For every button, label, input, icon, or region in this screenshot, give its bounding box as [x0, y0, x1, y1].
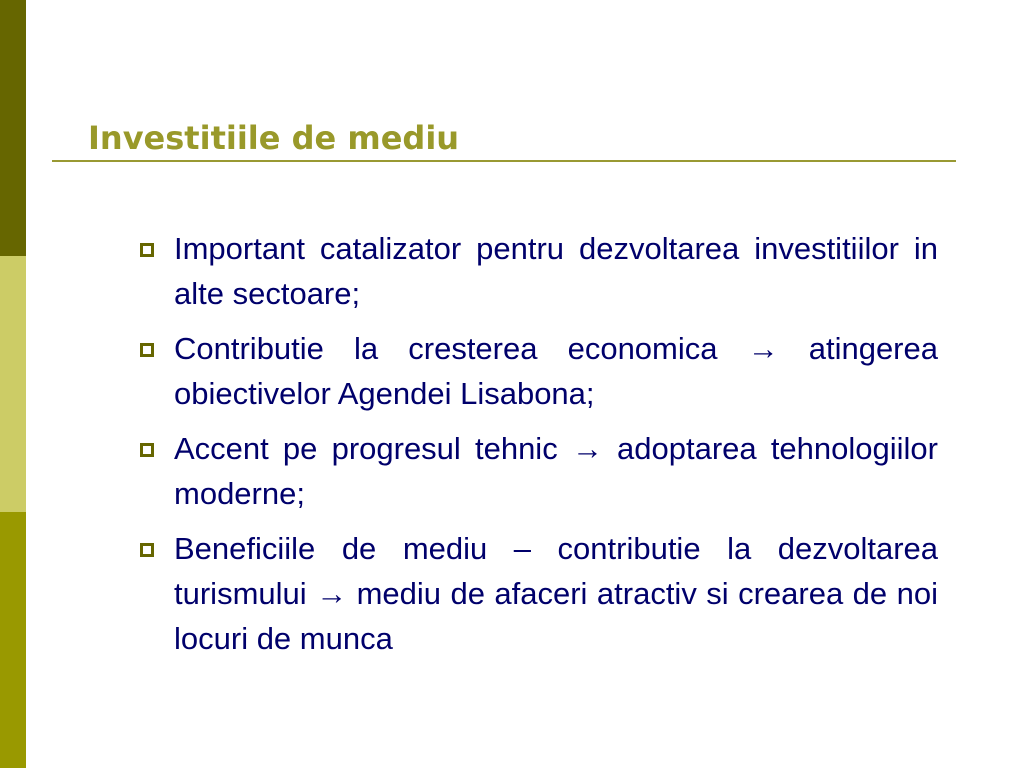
- bullet-text: [174, 526, 938, 661]
- bullet-item: [140, 426, 938, 516]
- right-arrow-icon: →: [316, 576, 348, 611]
- bullet-text-part: adoptarea tehnologiilor moderne;: [174, 431, 938, 511]
- bullet-text: [174, 226, 938, 316]
- sidebar-band-light: [0, 256, 26, 512]
- slide-title: Investitiile de mediu: [88, 119, 460, 157]
- bullet-item: [140, 226, 938, 316]
- square-bullet-icon: [140, 243, 154, 257]
- title-underline: [52, 160, 956, 162]
- bullet-list: [140, 226, 938, 671]
- square-bullet-icon: [140, 543, 154, 557]
- sidebar-decoration: [0, 0, 26, 768]
- bullet-item: [140, 526, 938, 661]
- sidebar-band-dark: [0, 0, 26, 256]
- bullet-text: [174, 426, 938, 516]
- sidebar-band-mid: [0, 512, 26, 768]
- square-bullet-icon: [140, 443, 154, 457]
- bullet-text-part: mediu de afaceri atractiv si crearea de noi locuri de munca: [174, 576, 938, 656]
- bullet-text-part: Contributie la cresterea economica: [174, 331, 748, 366]
- bullet-text-part: Beneficiile de mediu – contributie la dezvoltarea turismului: [174, 531, 938, 611]
- right-arrow-icon: →: [747, 331, 779, 366]
- bullet-text-part: atingerea obiectivelor Agendei Lisabona;: [174, 331, 938, 411]
- bullet-text-part: Important catalizator pentru dezvoltarea investitiilor in alte sectoare;: [174, 231, 938, 311]
- bullet-text: [174, 326, 938, 416]
- bullet-item: [140, 326, 938, 416]
- right-arrow-icon: →: [571, 431, 603, 466]
- square-bullet-icon: [140, 343, 154, 357]
- bullet-text-part: Accent pe progresul tehnic: [174, 431, 572, 466]
